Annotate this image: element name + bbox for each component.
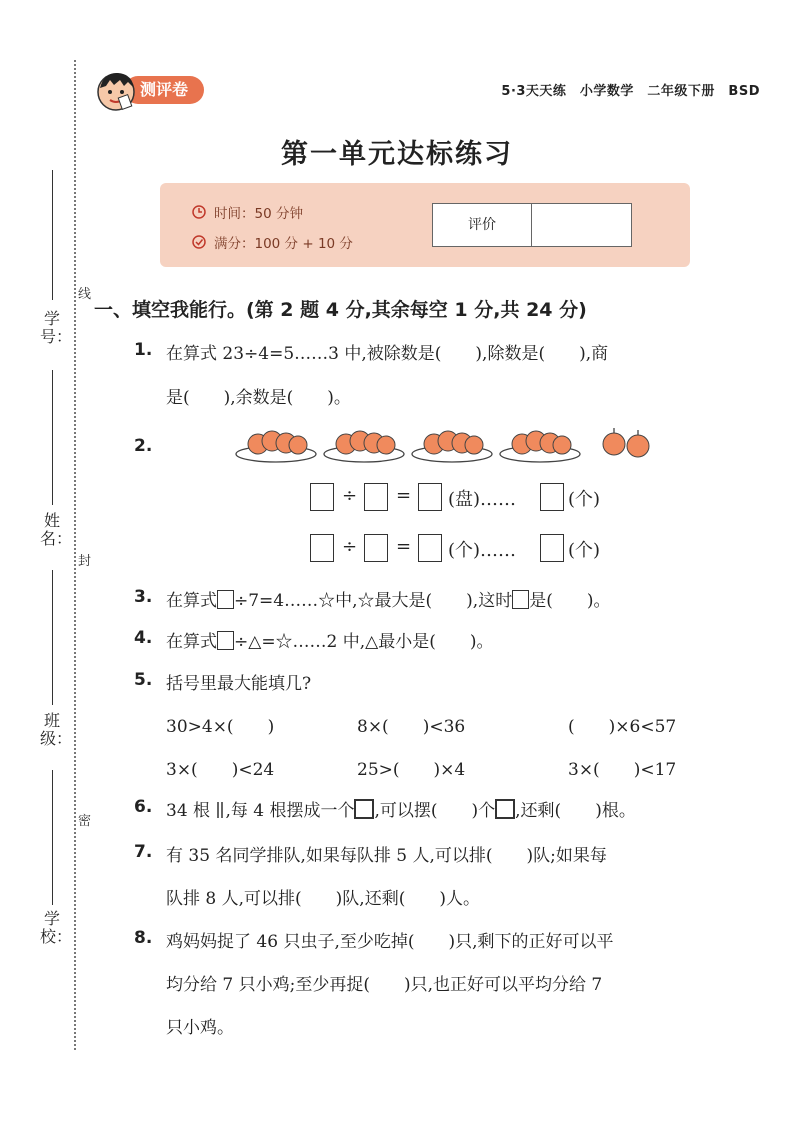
test-badge xyxy=(94,68,206,110)
stick-square-icon-2 xyxy=(495,799,515,819)
q6-a: 34 根 xyxy=(166,801,211,821)
q2-r1-box3[interactable] xyxy=(418,483,442,511)
q6-text xyxy=(166,796,636,821)
seal-char-mi: 密 xyxy=(78,814,92,829)
school-line[interactable] xyxy=(52,770,53,905)
q4-post: ÷△=☆……2 中,△最小是( )。 xyxy=(234,632,494,652)
q5-item-4: 3×( )<24 xyxy=(166,760,275,780)
q5-item-3: ( )×6<57 xyxy=(568,717,677,737)
q4-text xyxy=(166,627,494,652)
q2-r1-eq: = xyxy=(396,485,412,506)
q2-r1-div: ÷ xyxy=(342,485,358,506)
q2-r2-unit1: (个)…… xyxy=(448,540,517,561)
evaluation-label: 评价 xyxy=(433,204,532,246)
q7-line2: 队排 8 人,可以排( )队,还剩( )人。 xyxy=(166,889,480,909)
q2-r2-box3[interactable] xyxy=(418,534,442,562)
section-title: 一、填空我能行。(第 2 题 4 分,其余每空 1 分,共 24 分) xyxy=(94,299,587,321)
name-line[interactable] xyxy=(52,370,53,505)
q2-r1-box1[interactable] xyxy=(310,483,334,511)
plate-icon xyxy=(236,431,316,462)
q3-post: 是( )。 xyxy=(529,591,611,611)
q8-number: 8. xyxy=(134,928,153,948)
series-info: 5·3天天练 小学数学 二年级下册 BSD xyxy=(501,84,760,99)
q2-number: 2. xyxy=(134,436,153,456)
q3-square-icon-2 xyxy=(512,590,529,609)
q5-item-1: 30>4×( ) xyxy=(166,717,275,737)
name-label: 姓名： xyxy=(40,511,73,548)
q2-r1-unit2: (个) xyxy=(568,489,601,510)
q2-r1-unit1: (盘)…… xyxy=(448,489,517,510)
time-text: 时间：50 分钟 xyxy=(214,206,303,222)
q8-line2: 均分给 7 只小鸡;至少再捉( )只,也正好可以平均分给 7 xyxy=(166,975,603,995)
student-avatar-icon xyxy=(94,68,138,112)
seal-char-xian: 线 xyxy=(78,287,92,302)
q6-c: ,可以摆( )个 xyxy=(374,801,496,821)
q3-number: 3. xyxy=(134,587,153,607)
q3-mid: ÷7=4……☆中,☆最大是( ),这时 xyxy=(234,591,513,611)
q6-d: ,还剩( )根。 xyxy=(515,801,636,821)
q1-line1: 在算式 23÷4=5……3 中,被除数是( ),除数是( ),商 xyxy=(166,344,609,364)
q4-square-icon xyxy=(217,631,234,650)
q2-r2-box2[interactable] xyxy=(364,534,388,562)
q5-text: 括号里最大能填几? xyxy=(166,674,312,694)
exam-info-box xyxy=(160,183,690,267)
q5-item-2: 8×( )<36 xyxy=(357,717,466,737)
q5-number: 5. xyxy=(134,670,153,690)
apples-illustration xyxy=(232,418,672,466)
binding-dotted-line xyxy=(74,60,76,1050)
badge-label: 测评卷 xyxy=(124,76,204,104)
seal-char-feng: 封 xyxy=(78,554,92,569)
q5-item-5: 25>( )×4 xyxy=(357,760,466,780)
student-id-line[interactable] xyxy=(52,170,53,300)
q7-line1: 有 35 名同学排队,如果每队排 5 人,可以排( )队;如果每 xyxy=(166,846,607,866)
class-line[interactable] xyxy=(52,570,53,705)
q2-r1-box2[interactable] xyxy=(364,483,388,511)
class-label: 班级： xyxy=(40,711,73,748)
q2-r2-eq: = xyxy=(396,536,412,557)
q2-r1-box4[interactable] xyxy=(540,483,564,511)
student-id-label: 学号： xyxy=(40,309,73,346)
q1-line2: 是( ),余数是( )。 xyxy=(166,388,351,408)
q1-number: 1. xyxy=(134,340,153,360)
score-text: 满分：100 分 + 10 分 xyxy=(214,236,353,252)
q6-number: 6. xyxy=(134,797,153,817)
q5-item-6: 3×( )<17 xyxy=(568,760,677,780)
stick-square-icon xyxy=(354,799,374,819)
evaluation-field[interactable] xyxy=(532,204,631,246)
q2-r2-box4[interactable] xyxy=(540,534,564,562)
q2-r2-div: ÷ xyxy=(342,536,358,557)
q3-text xyxy=(166,586,610,611)
q4-number: 4. xyxy=(134,628,153,648)
evaluation-box xyxy=(432,203,632,247)
q4-pre: 在算式 xyxy=(166,632,217,652)
q3-square-icon xyxy=(217,590,234,609)
stick-icon xyxy=(215,801,225,819)
school-label: 学校： xyxy=(40,909,73,946)
q8-line1: 鸡妈妈捉了 46 只虫子,至少吃掉( )只,剩下的正好可以平 xyxy=(166,932,614,952)
q6-b: ,每 4 根摆成一个 xyxy=(225,801,355,821)
q7-number: 7. xyxy=(134,842,153,862)
q3-pre: 在算式 xyxy=(166,591,217,611)
q8-line3: 只小鸡。 xyxy=(166,1018,234,1038)
clock-icon xyxy=(192,205,206,219)
check-icon xyxy=(192,235,206,249)
q2-r2-unit2: (个) xyxy=(568,540,601,561)
q2-r2-box1[interactable] xyxy=(310,534,334,562)
page-title: 第一单元达标练习 xyxy=(281,139,513,170)
